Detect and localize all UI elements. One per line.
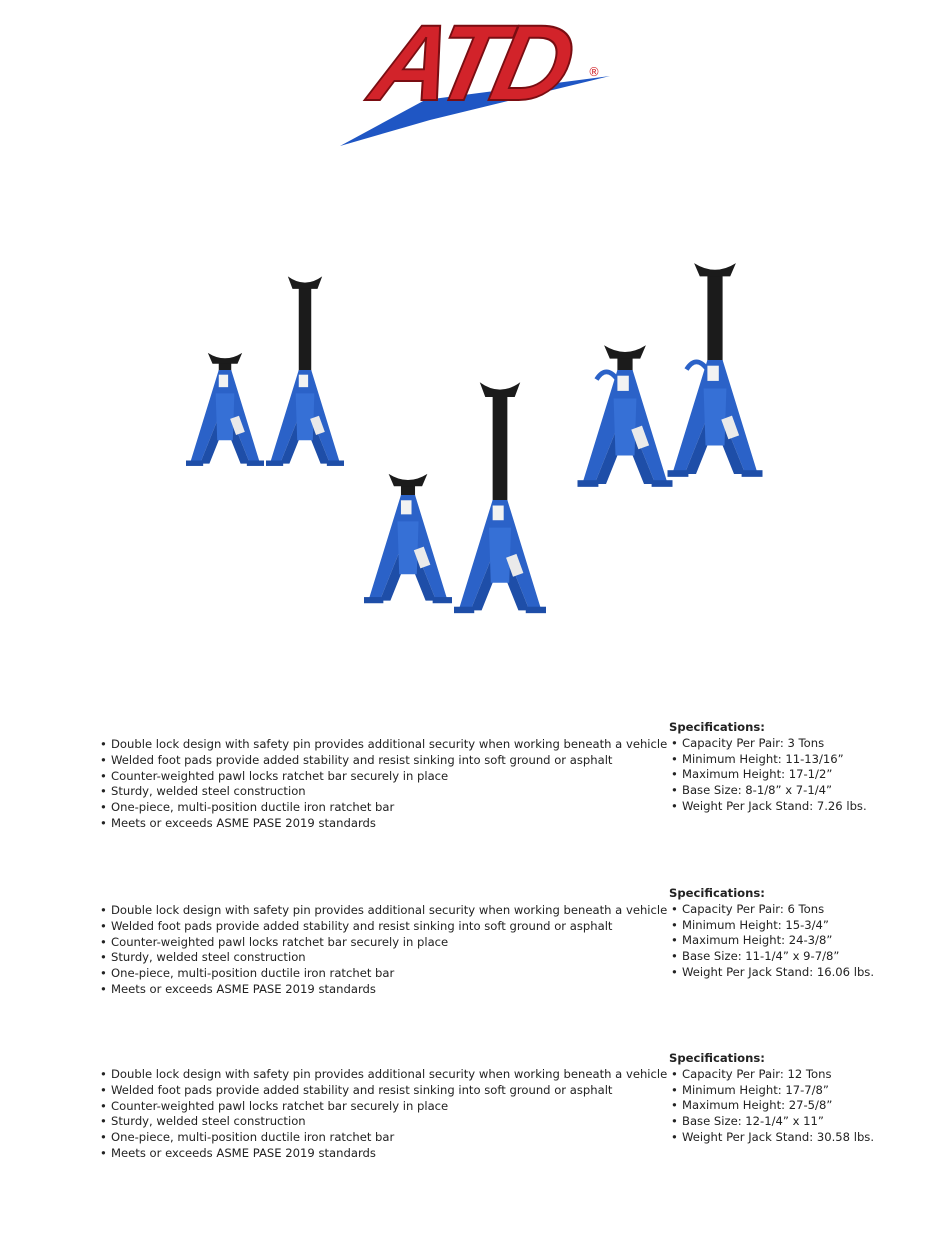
feature-item: • One-piece, multi-position ductile iron ratchet bar bbox=[98, 800, 667, 816]
jack-stand-12ton-left bbox=[578, 345, 673, 487]
spec-item: • Capacity Per Pair: 6 Tons bbox=[669, 902, 874, 918]
spec-item: • Maximum Height: 17-1/2” bbox=[669, 767, 867, 783]
spec-item: • Capacity Per Pair: 3 Tons bbox=[669, 736, 867, 752]
feature-item: • One-piece, multi-position ductile iron ratchet bar bbox=[98, 1130, 667, 1146]
spec-item: • Maximum Height: 27-5/8” bbox=[669, 1098, 874, 1114]
feature-item: • Double lock design with safety pin provides additional security when working beneath a vehicle bbox=[98, 903, 667, 919]
feature-item: • Welded foot pads provide added stability and resist sinking into soft ground or asphalt bbox=[98, 753, 667, 769]
feature-list bbox=[98, 737, 667, 832]
product-block-3ton bbox=[0, 720, 950, 870]
jack-stand-3ton-right bbox=[266, 276, 344, 466]
specifications-title: Specifications: bbox=[669, 720, 765, 734]
jack-stand-6ton-left bbox=[364, 474, 452, 603]
feature-item: • Double lock design with safety pin provides additional security when working beneath a vehicle bbox=[98, 1067, 667, 1083]
specifications bbox=[669, 720, 867, 815]
specifications bbox=[669, 1051, 874, 1146]
spec-item: • Minimum Height: 11-13/16” bbox=[669, 752, 867, 768]
jack-stands-photo bbox=[170, 255, 780, 630]
spec-item: • Weight Per Jack Stand: 30.58 lbs. bbox=[669, 1130, 874, 1146]
spec-item: • Base Size: 11-1/4” x 9-7/8” bbox=[669, 949, 874, 965]
feature-list bbox=[98, 1067, 667, 1162]
specifications-title: Specifications: bbox=[669, 1051, 765, 1065]
feature-list bbox=[98, 903, 667, 998]
spec-item: • Weight Per Jack Stand: 16.06 lbs. bbox=[669, 965, 874, 981]
specifications-title: Specifications: bbox=[669, 886, 765, 900]
logo-text: ATD bbox=[361, 3, 578, 124]
spec-item: • Base Size: 8-1/8” x 7-1/4” bbox=[669, 783, 867, 799]
logo-registered-mark: ® bbox=[588, 65, 600, 79]
feature-item: • Counter-weighted pawl locks ratchet bar securely in place bbox=[98, 769, 667, 785]
feature-item: • Sturdy, welded steel construction bbox=[98, 1114, 667, 1130]
feature-item: • Sturdy, welded steel construction bbox=[98, 950, 667, 966]
specifications bbox=[669, 886, 874, 981]
spec-item: • Maximum Height: 24-3/8” bbox=[669, 933, 874, 949]
feature-item: • Welded foot pads provide added stability and resist sinking into soft ground or asphalt bbox=[98, 1083, 667, 1099]
feature-item: • One-piece, multi-position ductile iron ratchet bar bbox=[98, 966, 667, 982]
product-block-6ton bbox=[0, 886, 950, 1036]
product-block-12ton bbox=[0, 1051, 950, 1201]
spec-item: • Base Size: 12-1/4” x 11” bbox=[669, 1114, 874, 1130]
atd-logo bbox=[330, 0, 620, 150]
spec-item: • Capacity Per Pair: 12 Tons bbox=[669, 1067, 874, 1083]
jack-stand-3ton-left bbox=[186, 353, 264, 466]
jack-stand-6ton-right bbox=[454, 382, 546, 613]
spec-item: • Weight Per Jack Stand: 7.26 lbs. bbox=[669, 799, 867, 815]
spec-item: • Minimum Height: 15-3/4” bbox=[669, 918, 874, 934]
feature-item: • Welded foot pads provide added stability and resist sinking into soft ground or asphalt bbox=[98, 919, 667, 935]
jack-stand-12ton-right bbox=[668, 263, 763, 477]
feature-item: • Meets or exceeds ASME PASE 2019 standards bbox=[98, 1146, 667, 1162]
feature-item: • Counter-weighted pawl locks ratchet bar securely in place bbox=[98, 1099, 667, 1115]
feature-item: • Double lock design with safety pin provides additional security when working beneath a vehicle bbox=[98, 737, 667, 753]
spec-item: • Minimum Height: 17-7/8” bbox=[669, 1083, 874, 1099]
feature-item: • Sturdy, welded steel construction bbox=[98, 784, 667, 800]
feature-item: • Counter-weighted pawl locks ratchet bar securely in place bbox=[98, 935, 667, 951]
feature-item: • Meets or exceeds ASME PASE 2019 standards bbox=[98, 982, 667, 998]
feature-item: • Meets or exceeds ASME PASE 2019 standards bbox=[98, 816, 667, 832]
